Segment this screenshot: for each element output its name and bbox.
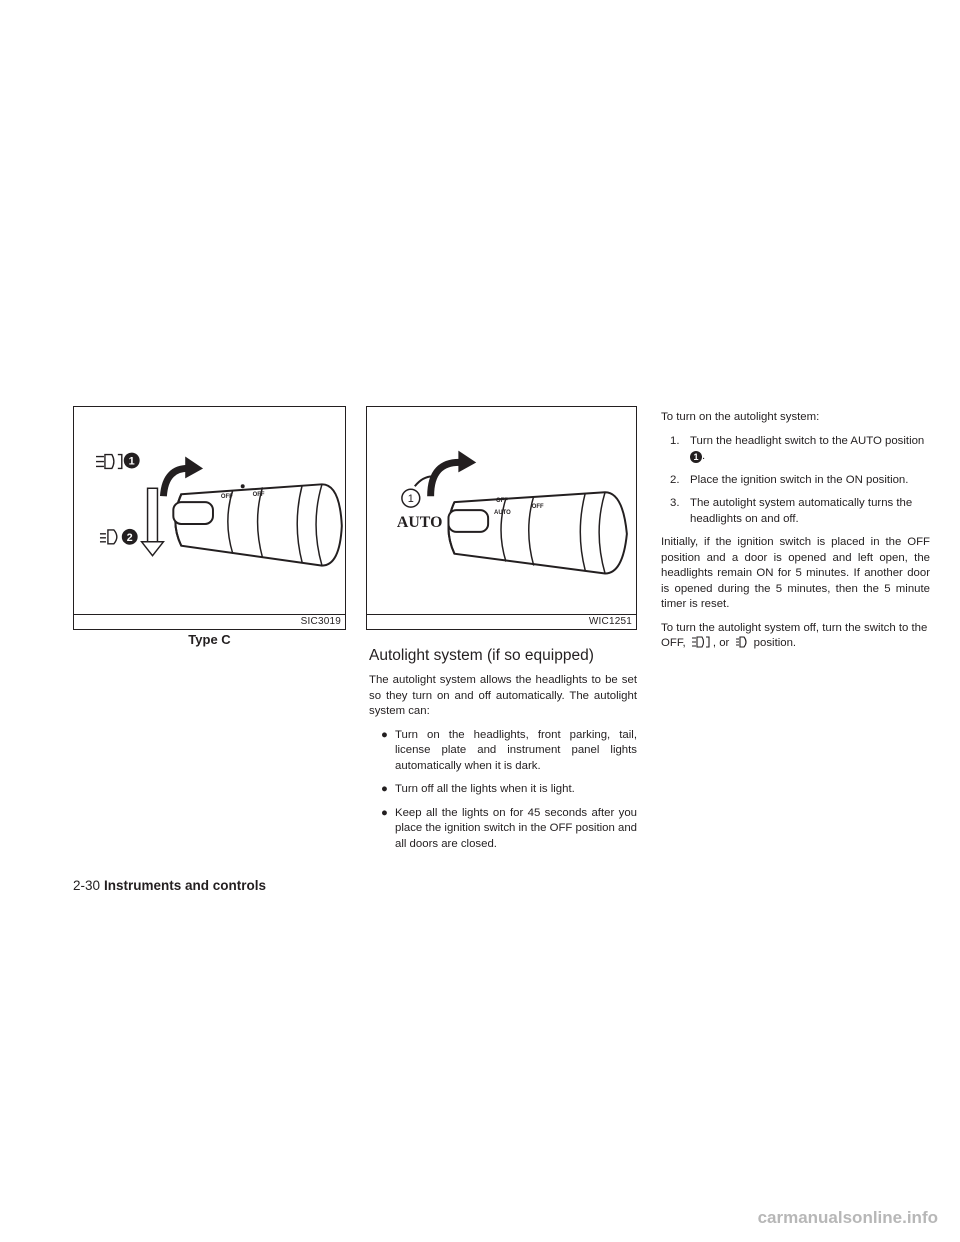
middle-column <box>369 646 637 860</box>
right-column <box>661 410 930 660</box>
fig-left-label-1: 1 <box>128 455 135 468</box>
list-item: 3. The autolight system automatically turns the headlights on and off. <box>670 497 913 525</box>
figure-auto-switch <box>366 406 637 630</box>
fig-left-off-1: OFF <box>220 494 233 501</box>
headlight-icon <box>100 530 117 544</box>
fig-left-label-2: 2 <box>126 531 133 544</box>
list-item: ● Turn off all the lights when it is light. <box>381 783 575 795</box>
figure-caption: Type C <box>188 632 231 647</box>
list-item: ● Turn on the headlights, front parking, tail, license plate and instrument panel lights automatically when it is dark. <box>381 728 637 772</box>
watermark: carmanualsonline.info <box>757 1208 938 1227</box>
steps-list <box>661 434 930 528</box>
fig-right-callout: 1 <box>407 493 414 506</box>
fig-right-off-1: OFF <box>496 498 508 505</box>
turn-off-paragraph: To turn the autolight system off, turn the switch to the OFF, , or position. <box>661 621 928 649</box>
footer-section-title: Instruments and controls <box>104 878 267 893</box>
figure-type-c-switch <box>73 406 346 630</box>
figure-code: SIC3019 <box>300 616 341 627</box>
fig-right-auto-label: AUTO <box>396 513 443 531</box>
parking-light-icon <box>96 455 122 469</box>
list-item: ● Keep all the lights on for 45 seconds after you place the ignition switch in the OFF position and all doors are closed. <box>381 806 637 850</box>
callout-1-badge: 1 <box>690 451 702 463</box>
initially-paragraph: Initially, if the ignition switch is placed in the OFF position and a door is opened and left open, the headlights remain ON for 5 minutes. If another door is opened during the 5 minutes, then the 5 minute timer is reset. <box>661 536 930 610</box>
fig-right-off-2: OFF <box>531 504 544 511</box>
list-item: 2. Place the ignition switch in the ON position. <box>670 473 909 486</box>
turn-on-heading: To turn on the autolight system: <box>661 411 820 423</box>
headlight-switch-illustration <box>74 407 345 629</box>
page-footer <box>73 878 266 893</box>
intro-paragraph: The autolight system allows the headlights to be set so they turn on and off automatically. The autolight system can: <box>369 674 637 717</box>
section-title: Autolight system (if so equipped) <box>369 647 594 664</box>
fig-left-off-2: OFF <box>252 492 265 499</box>
headlight-icon <box>735 636 749 648</box>
list-item: 1. Turn the headlight switch to the AUTO position 1 . <box>670 434 925 462</box>
parking-light-icon <box>691 636 711 648</box>
page-number: 2-30 <box>73 878 101 893</box>
figure-caption-rule <box>367 614 636 615</box>
feature-list <box>369 728 637 853</box>
figure-code: WIC1251 <box>588 616 632 627</box>
fig-right-auto: AUTO <box>494 510 511 517</box>
figure-caption-rule <box>74 614 345 615</box>
autolight-switch-illustration <box>367 407 636 629</box>
